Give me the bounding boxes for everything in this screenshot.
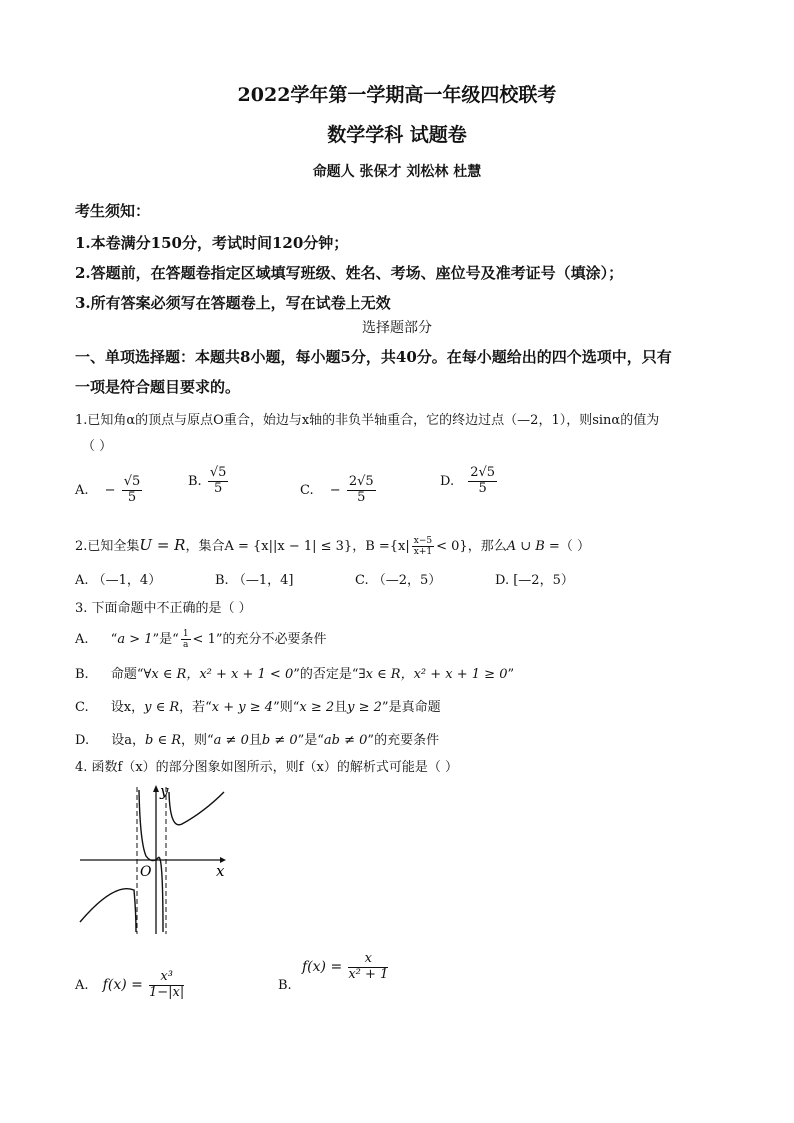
q3-c-text4: 且 [334,700,348,715]
q3-d-text5: ”的充要条件 [367,733,440,748]
notice-item-3: 3.所有答案必须写在答题卷上，写在试卷上无效 [75,294,391,312]
q1-option-b-den: 5 [213,480,223,496]
q4-b-num: x [348,952,388,968]
q3-d-expr1: b ∈ R [145,733,181,748]
q4-function-graph [74,782,234,940]
q4-option-a [75,970,186,1001]
q3-option-b [75,663,514,682]
q4-a-den: 1−|x| [149,984,185,1000]
q3-c-expr3: x ≥ 2 [299,700,335,715]
q3-d-expr3: b ≠ 0 [261,733,298,748]
q2-option-c: C. （—2，5） [355,573,442,588]
q2-paren: （ ） [559,539,590,554]
q1-option-b-label: B. [188,473,202,489]
right-branch-curve [169,792,224,825]
q1-option-c-label: C. [300,482,314,498]
q2-frac-den: x+1 [413,547,433,557]
q3-b-expr1: ∀x ∈ R，x² + x + 1 < 0 [143,667,294,682]
q3-a-tail: < 1”的充分不必要条件 [192,632,327,647]
y-axis-label: y [160,782,169,800]
q1-option-d-label: D. [440,473,455,489]
q3-a-label: A. [75,632,89,647]
q1-option-d-fraction [468,466,497,497]
q3-d-expr2: a ≠ 0 [213,733,249,748]
q4-b-den: x² + 1 [348,966,389,982]
q3-option-d [75,729,439,748]
q2-stem [75,535,590,557]
q3-c-expr4: y ≥ 2 [347,700,382,715]
q3-a-middle: ”是“ [152,632,179,647]
q1-option-a-den: 5 [127,489,137,505]
q1-option-a-num: √5 [123,474,141,489]
q4-a-fraction [149,970,184,1001]
q3-c-expr2: x + y ≥ 4 [211,700,274,715]
q1-option-a-fraction [122,475,143,506]
q3-d-expr4: ab ≠ 0 [323,733,368,748]
q4-b-lhs: f(x) = [302,958,343,975]
q2-universal-set: U = R [139,536,186,554]
x-axis-label: x [216,862,225,880]
q2-stem-b: ，集合A = {x||x − 1| ≤ 3}，B = [185,539,390,554]
q3-b-text3: ” [507,667,515,682]
q4-option-b-label: B. [278,978,292,993]
q2-set-close: < 0} [436,539,468,554]
notice-heading: 考生须知： [75,202,151,220]
q3-d-text3: 且 [248,733,262,748]
q3-b-expr2: ∃x ∈ R，x² + x + 1 ≥ 0 [358,667,508,682]
section-instruction-line2: 一项是符合题目要求的。 [75,378,241,396]
q3-option-c [75,696,441,715]
q3-c-text2: ，若“ [179,700,212,715]
q3-b-label: B. [75,667,89,682]
q3-c-text5: ”是真命题 [381,700,441,715]
q1-option-a-sign: − [104,482,116,498]
q4-a-lhs: f(x) = [102,976,143,993]
section-title: 选择题部分 [362,320,432,336]
q1-option-d [440,466,499,497]
middle-branch-curve [139,790,163,932]
y-axis-arrow [153,785,159,792]
q3-b-text1: 命题“ [110,667,144,682]
q3-a-frac-num: 1 [182,628,189,639]
q4-a-num: x³ [149,970,184,986]
q3-c-label: C. [75,700,89,715]
q1-option-c-sign: − [329,482,341,498]
q3-a-fraction [181,629,191,651]
q1-option-d-num: 2√5 [470,465,496,480]
q1-stem-line1: 1.已知角α的顶点与原点O重合，始边与x轴的非负半轴重合，它的终边过点（—2，1），则sinα的值为 [75,413,660,428]
q3-a-frac-den: a [182,640,189,650]
q1-option-c-fraction [347,475,376,506]
q2-set-open: {x| [389,539,410,554]
q1-option-b-num: √5 [209,465,227,480]
q1-option-a [75,475,144,506]
q2-union-expr: A ∪ B = [506,539,560,554]
q3-d-text4: ”是“ [297,733,324,748]
q3-a-expr: a > 1 [117,632,153,647]
q2-set-fraction [412,536,434,558]
q1-option-c-num: 2√5 [348,474,374,489]
q3-a-quote-open: “ [110,632,118,647]
q2-stem-a: 2.已知全集 [75,539,140,554]
q4-option-b [302,952,390,983]
q3-d-label: D. [75,733,90,748]
q1-option-c-den: 5 [357,489,366,505]
q4-b-fraction [348,952,388,983]
section-instruction-line1: 一、单项选择题：本题共8小题，每小题5分，共40分。在每小题给出的四个选项中，只有 [75,348,672,366]
q2-frac-num: x−5 [413,535,433,546]
q1-option-b [188,466,230,497]
q1-option-b-fraction [208,466,229,497]
q3-c-text3: ”则“ [273,700,300,715]
q3-d-text2: ，则“ [181,733,214,748]
left-branch-curve [80,889,136,932]
q1-stem-line2: （ ） [82,439,113,454]
q3-c-text1: 设x， [110,700,145,715]
q3-b-text2: ”的否定是“ [293,667,359,682]
q3-option-a [75,628,327,650]
origin-label: O [140,864,152,880]
q3-d-text1: 设a， [111,733,145,748]
q4-stem: 4. 函数f（x）的部分图象如图所示，则f（x）的解析式可能是（ ） [75,760,458,775]
q3-c-expr1: y ∈ R [144,700,180,715]
q3-stem: 3. 下面命题中不正确的是（ ） [75,601,252,616]
q2-option-a: A. （—1，4） [75,573,162,588]
q4-a-label: A. [75,977,89,993]
q1-option-d-den: 5 [478,480,487,496]
notice-item-2: 2.答题前，在答题卷指定区域填写班级、姓名、考场、座位号及准考证号（填涂）； [75,264,624,282]
exam-subtitle: 数学学科 试题卷 [327,124,467,146]
q1-option-c [300,475,378,506]
notice-item-1: 1.本卷满分150分，考试时间120分钟； [75,234,349,252]
exam-title: 2022学年第一学期高一年级四校联考 [237,84,557,106]
q2-stem-c: ，那么 [467,539,507,554]
q2-option-d: D. [—2，5） [495,573,574,588]
exam-authors: 命题人 张保才 刘松林 杜慧 [312,164,482,180]
q1-option-a-label: A. [75,482,89,498]
q2-option-b: B. （—1，4] [215,573,294,588]
